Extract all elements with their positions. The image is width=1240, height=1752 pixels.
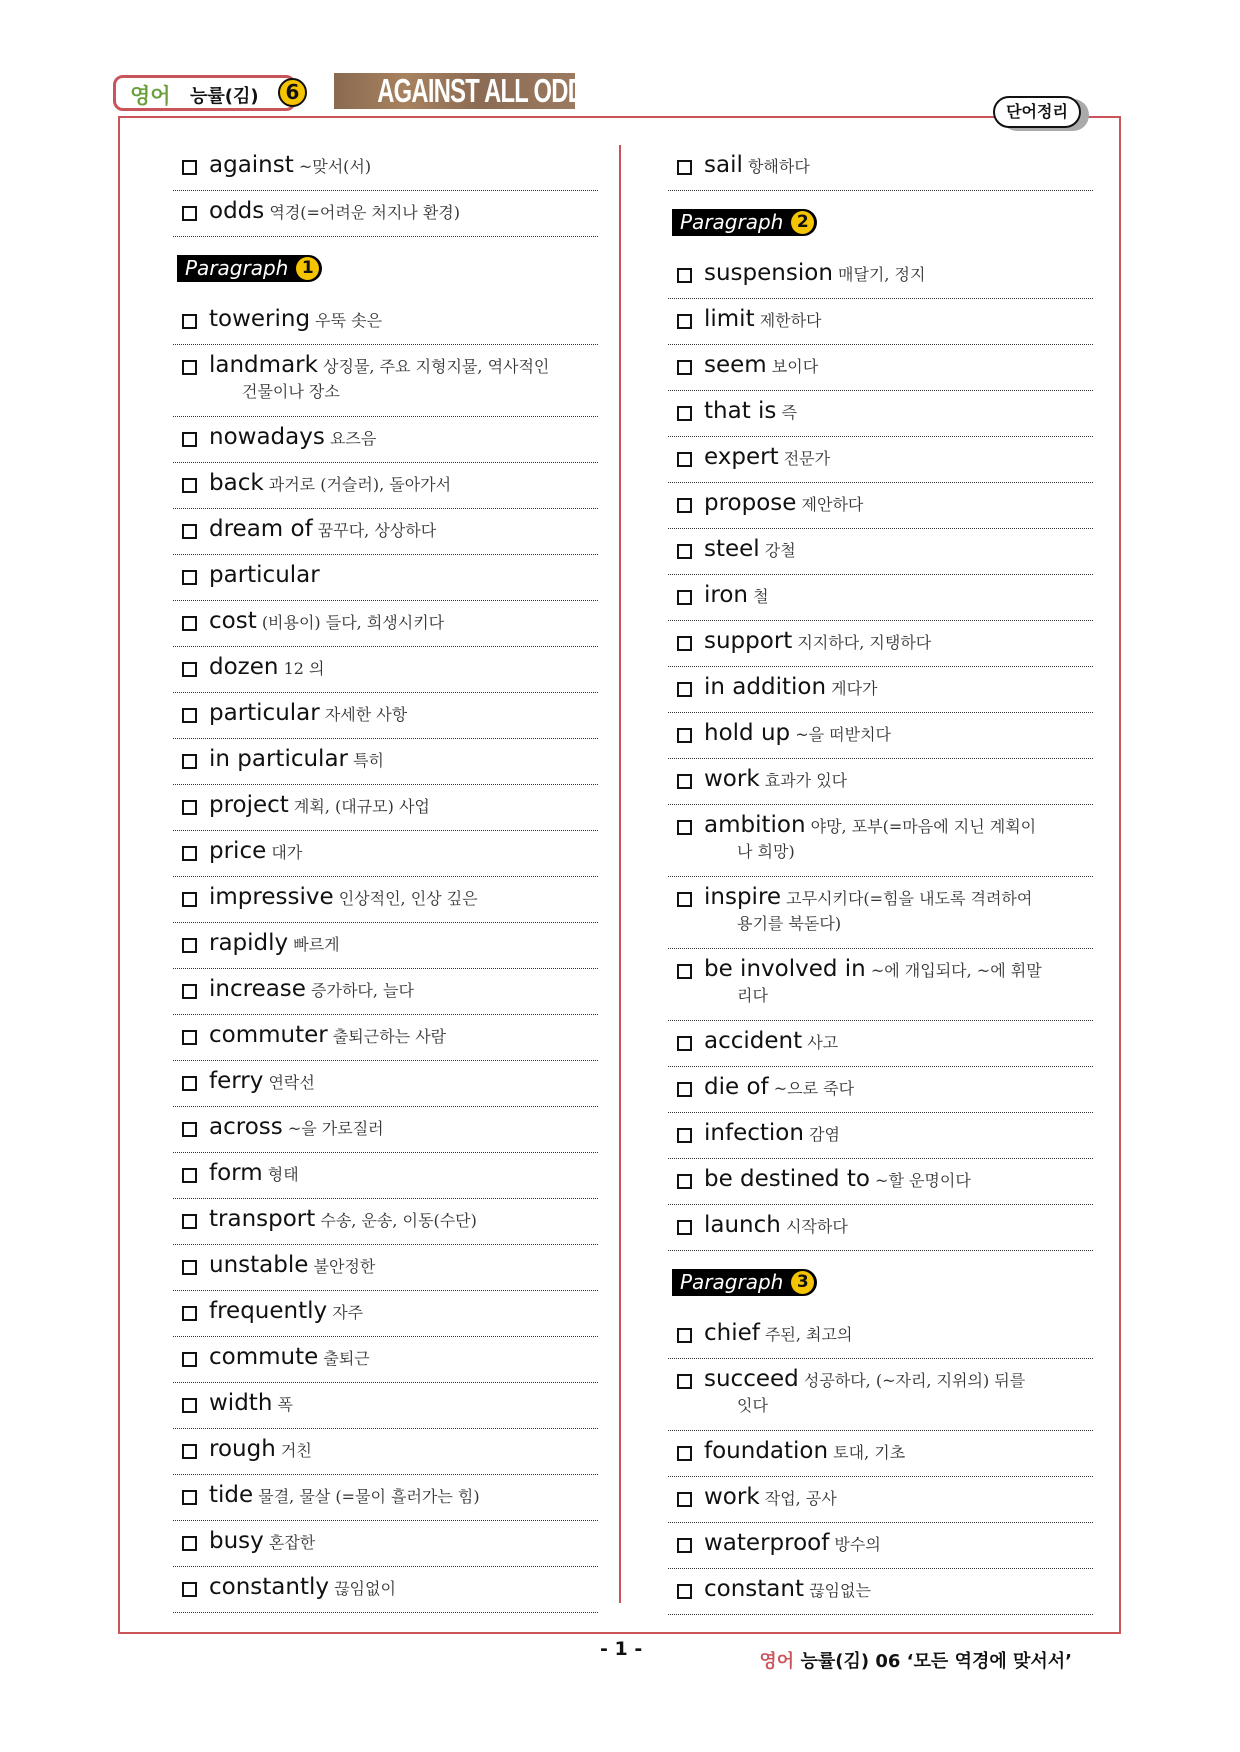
vocab-item <box>173 299 598 345</box>
paragraph-badge <box>672 209 817 236</box>
checkbox[interactable] <box>677 1128 692 1143</box>
checkbox[interactable] <box>182 314 197 329</box>
checkbox[interactable] <box>182 524 197 539</box>
vocab-meaning-continued: 리다 <box>737 986 768 1005</box>
vocab-item <box>173 1291 598 1337</box>
checkbox[interactable] <box>182 206 197 221</box>
vocab-meaning: 12 의 <box>283 659 325 678</box>
vocab-item <box>173 1475 598 1521</box>
vocab-meaning: 주된, 최고의 <box>764 1325 853 1344</box>
vocab-word: width <box>209 1390 273 1416</box>
vocab-item <box>173 693 598 739</box>
vocab-meaning: 거친 <box>280 1441 312 1460</box>
vocab-word: dream of <box>209 516 313 542</box>
paragraph-header <box>668 1251 1093 1313</box>
vocab-meaning: 상징물, 주요 지형지물, 역사적인 <box>323 357 550 376</box>
vocab-meaning: ~할 운명이다 <box>875 1171 971 1190</box>
vocab-word: transport <box>209 1206 316 1232</box>
paragraph-number: 1 <box>296 257 319 280</box>
checkbox[interactable] <box>182 892 197 907</box>
vocab-meaning: 매달기, 정지 <box>838 265 926 284</box>
vocab-word: ferry <box>209 1068 264 1094</box>
vocab-item <box>173 969 598 1015</box>
vocab-word: increase <box>209 976 306 1002</box>
vocab-word: across <box>209 1114 283 1140</box>
vocab-word: succeed <box>704 1366 799 1392</box>
checkbox[interactable] <box>677 1538 692 1553</box>
checkbox[interactable] <box>182 360 197 375</box>
paragraph-header <box>173 237 598 299</box>
vocab-meaning: ~을 가로질러 <box>287 1119 384 1138</box>
checkbox[interactable] <box>182 1398 197 1413</box>
footer-title <box>759 1647 1072 1673</box>
vocab-word: foundation <box>704 1438 829 1464</box>
footer-text: 능률(김) 06 ‘모든 역경에 맞서서’ <box>800 1651 1072 1672</box>
vocab-meaning: 불안정한 <box>313 1257 376 1276</box>
vocab-meaning: 보이다 <box>771 357 819 376</box>
vocab-meaning: 시작하다 <box>785 1217 848 1236</box>
vocab-item <box>668 575 1093 621</box>
vocab-word: dozen <box>209 654 279 680</box>
section-tab: 단어정리 <box>993 96 1081 128</box>
vocab-meaning: 형태 <box>267 1165 299 1184</box>
vocab-item <box>668 483 1093 529</box>
vocab-meaning: 출퇴근하는 사람 <box>332 1027 447 1046</box>
vocab-item <box>173 1567 598 1613</box>
lesson-title: AGAINST ALL ODDS <box>377 72 600 109</box>
vocab-item <box>173 1153 598 1199</box>
vocab-word: in particular <box>209 746 348 772</box>
checkbox[interactable] <box>182 160 197 175</box>
vocab-meaning: 과거로 (거슬러), 돌아가서 <box>268 475 452 494</box>
vocab-item <box>173 601 598 647</box>
vocab-word: work <box>704 1484 760 1510</box>
checkbox[interactable] <box>677 406 692 421</box>
vocab-item <box>668 1359 1093 1431</box>
vocab-word: sail <box>704 152 743 178</box>
vocab-item <box>668 949 1093 1021</box>
checkbox[interactable] <box>182 984 197 999</box>
vocab-meaning: ~에 개입되다, ~에 휘말 <box>870 961 1042 980</box>
vocab-meaning-continued: 용기를 북돋다) <box>737 914 842 933</box>
subject-label: 영어 <box>130 84 171 108</box>
checkbox[interactable] <box>677 498 692 513</box>
vocab-meaning: 혼잡한 <box>268 1533 316 1552</box>
lesson-number-badge: 6 <box>278 78 307 107</box>
vocab-word: suspension <box>704 260 833 286</box>
page-number: - 1 - <box>600 1638 643 1660</box>
vocab-item <box>668 1523 1093 1569</box>
checkbox[interactable] <box>677 1328 692 1343</box>
vocab-item <box>173 1245 598 1291</box>
checkbox[interactable] <box>677 728 692 743</box>
vocab-meaning: 우뚝 솟은 <box>315 311 383 330</box>
vocab-meaning-continued: 잇다 <box>737 1396 768 1415</box>
left-column <box>173 145 598 1613</box>
vocab-meaning: 끊임없이 <box>334 1579 396 1598</box>
vocab-meaning: 수송, 운송, 이동(수단) <box>320 1211 477 1230</box>
vocab-word: form <box>209 1160 263 1186</box>
vocab-word: iron <box>704 582 748 608</box>
vocab-meaning: 야망, 포부(=마음에 지닌 계획이 <box>810 817 1037 836</box>
checkbox[interactable] <box>677 1082 692 1097</box>
vocab-meaning: 성공하다, (~자리, 지위의) 뒤를 <box>803 1371 1026 1390</box>
vocab-word: tide <box>209 1482 254 1508</box>
vocab-item <box>668 299 1093 345</box>
vocab-word: waterproof <box>704 1530 830 1556</box>
vocab-meaning: 즉 <box>781 403 797 422</box>
vocab-meaning: 방수의 <box>834 1535 881 1554</box>
checkbox[interactable] <box>677 820 692 835</box>
vocab-meaning: 항해하다 <box>747 157 810 176</box>
vocab-meaning: 증가하다, 늘다 <box>311 981 414 1000</box>
vocab-meaning: 물결, 물살 (=물이 흘러가는 힘) <box>258 1487 480 1506</box>
vocab-item <box>668 1067 1093 1113</box>
vocab-item <box>668 805 1093 877</box>
checkbox[interactable] <box>182 1444 197 1459</box>
checkbox[interactable] <box>182 1582 197 1597</box>
vocab-word: project <box>209 792 289 818</box>
vocab-item <box>173 1429 598 1475</box>
checkbox[interactable] <box>677 452 692 467</box>
vocab-word: in addition <box>704 674 827 700</box>
vocab-meaning: 게다가 <box>831 679 878 698</box>
vocab-meaning: 요즈음 <box>329 429 377 448</box>
vocab-word: nowadays <box>209 424 325 450</box>
vocab-word: constant <box>704 1576 804 1602</box>
vocab-word: back <box>209 470 264 496</box>
checkbox[interactable] <box>182 1076 197 1091</box>
checkbox[interactable] <box>182 1030 197 1045</box>
checkbox[interactable] <box>677 892 692 907</box>
vocab-word: support <box>704 628 793 654</box>
checkbox[interactable] <box>182 1306 197 1321</box>
checkbox[interactable] <box>677 590 692 605</box>
vocab-meaning: 고무시키다(=힘을 내도록 격려하여 <box>786 889 1033 908</box>
vocab-word: unstable <box>209 1252 309 1278</box>
vocab-item <box>668 1113 1093 1159</box>
checkbox[interactable] <box>182 616 197 631</box>
vocab-item <box>668 1313 1093 1359</box>
vocab-meaning: 지지하다, 지탱하다 <box>797 633 932 652</box>
checkbox[interactable] <box>677 1584 692 1599</box>
vocab-word: commuter <box>209 1022 328 1048</box>
vocab-item <box>173 1521 598 1567</box>
vocab-item <box>668 1159 1093 1205</box>
vocab-item <box>668 621 1093 667</box>
vocab-word: propose <box>704 490 797 516</box>
checkbox[interactable] <box>677 544 692 559</box>
checkbox[interactable] <box>182 478 197 493</box>
vocab-item <box>173 647 598 693</box>
vocab-item <box>668 1477 1093 1523</box>
vocab-item <box>173 923 598 969</box>
checkbox[interactable] <box>182 662 197 677</box>
paragraph-number: 2 <box>791 211 814 234</box>
checkbox[interactable] <box>182 1168 197 1183</box>
vocab-meaning-continued: 건물이나 장소 <box>242 382 340 401</box>
checkbox[interactable] <box>182 1214 197 1229</box>
vocab-item <box>668 391 1093 437</box>
column-divider <box>619 145 621 1603</box>
checkbox[interactable] <box>677 774 692 789</box>
vocab-word: launch <box>704 1212 781 1238</box>
vocab-word: frequently <box>209 1298 328 1324</box>
vocab-item <box>173 463 598 509</box>
vocab-meaning: 자세한 사항 <box>324 705 408 724</box>
paragraph-label: Paragraph <box>185 256 289 280</box>
vocab-meaning: 효과가 있다 <box>764 771 848 790</box>
vocab-meaning: 제한하다 <box>759 311 822 330</box>
checkbox[interactable] <box>182 1490 197 1505</box>
vocab-word: against <box>209 152 294 178</box>
vocab-meaning: 사고 <box>807 1033 839 1052</box>
vocab-word: particular <box>209 700 320 726</box>
vocab-word: busy <box>209 1528 264 1554</box>
vocab-meaning: 강철 <box>764 541 796 560</box>
vocab-item <box>173 145 598 191</box>
checkbox[interactable] <box>677 160 692 175</box>
textbook-label: 능률(김) <box>190 86 259 107</box>
paragraph-number: 3 <box>791 1271 814 1294</box>
checkbox[interactable] <box>182 800 197 815</box>
checkbox[interactable] <box>677 1492 692 1507</box>
vocab-word: rough <box>209 1436 276 1462</box>
vocab-meaning: 꿈꾸다, 상상하다 <box>317 521 437 540</box>
vocab-meaning: ~맞서(서) <box>298 157 372 176</box>
paragraph-label: Paragraph <box>680 1270 784 1294</box>
vocab-word: landmark <box>209 352 318 378</box>
vocab-item <box>668 1569 1093 1615</box>
vocab-item <box>173 1107 598 1153</box>
vocab-word: ambition <box>704 812 806 838</box>
checkbox[interactable] <box>182 754 197 769</box>
checkbox[interactable] <box>677 682 692 697</box>
vocab-meaning: 끊임없는 <box>809 1581 871 1600</box>
vocab-meaning: 철 <box>753 587 769 606</box>
vocab-word: steel <box>704 536 760 562</box>
checkbox[interactable] <box>677 1036 692 1051</box>
checkbox[interactable] <box>182 432 197 447</box>
vocab-word: impressive <box>209 884 334 910</box>
vocab-item <box>173 509 598 555</box>
vocab-meaning: 연락선 <box>268 1073 315 1092</box>
vocab-meaning: 제안하다 <box>801 495 864 514</box>
vocab-meaning: 인상적인, 인상 깊은 <box>338 889 478 908</box>
vocab-item <box>173 1199 598 1245</box>
vocab-word: particular <box>209 562 320 588</box>
lesson-title-banner <box>334 72 600 109</box>
vocab-item <box>668 713 1093 759</box>
paragraph-badge <box>177 255 322 282</box>
checkbox[interactable] <box>182 1122 197 1137</box>
vocab-word: work <box>704 766 760 792</box>
checkbox[interactable] <box>182 1352 197 1367</box>
vocab-meaning: ~으로 죽다 <box>773 1079 855 1098</box>
vocab-item <box>173 1015 598 1061</box>
vocab-item <box>668 145 1093 191</box>
vocab-item <box>668 345 1093 391</box>
vocab-word: hold up <box>704 720 791 746</box>
vocab-item <box>668 437 1093 483</box>
vocab-item <box>668 1205 1093 1251</box>
vocab-item <box>173 877 598 923</box>
checkbox[interactable] <box>182 570 197 585</box>
vocab-item <box>668 253 1093 299</box>
vocab-item <box>173 191 598 237</box>
checkbox[interactable] <box>677 1174 692 1189</box>
checkbox[interactable] <box>677 1220 692 1235</box>
vocab-word: expert <box>704 444 779 470</box>
right-column <box>668 145 1093 1615</box>
checkbox[interactable] <box>677 360 692 375</box>
vocab-item <box>173 555 598 601</box>
vocab-item <box>668 877 1093 949</box>
vocab-word: cost <box>209 608 257 634</box>
checkbox[interactable] <box>182 1260 197 1275</box>
vocab-word: limit <box>704 306 755 332</box>
vocab-item <box>173 1337 598 1383</box>
vocab-meaning: 폭 <box>277 1395 293 1414</box>
paragraph-badge <box>672 1269 817 1296</box>
vocab-word: inspire <box>704 884 782 910</box>
vocab-word: odds <box>209 198 265 224</box>
checkbox[interactable] <box>182 708 197 723</box>
vocab-word: die of <box>704 1074 769 1100</box>
footer-subject: 영어 <box>759 1651 795 1672</box>
vocab-item <box>668 1021 1093 1067</box>
vocab-meaning: 출퇴근 <box>323 1349 370 1368</box>
vocab-item <box>668 529 1093 575</box>
vocab-meaning: 작업, 공사 <box>764 1489 837 1508</box>
vocab-item <box>173 831 598 877</box>
vocab-item <box>668 759 1093 805</box>
vocab-word: infection <box>704 1120 804 1146</box>
vocab-word: seem <box>704 352 767 378</box>
vocab-meaning-continued: 나 희망) <box>737 842 795 861</box>
vocab-item <box>173 1383 598 1429</box>
checkbox[interactable] <box>677 636 692 651</box>
vocab-word: towering <box>209 306 311 332</box>
vocab-item <box>668 667 1093 713</box>
vocab-word: chief <box>704 1320 760 1346</box>
checkbox[interactable] <box>182 1536 197 1551</box>
vocab-item <box>173 417 598 463</box>
vocab-meaning: 자주 <box>332 1303 364 1322</box>
vocab-meaning: 빠르게 <box>293 935 340 954</box>
paragraph-label: Paragraph <box>680 210 784 234</box>
vocab-word: price <box>209 838 267 864</box>
vocab-item <box>668 1431 1093 1477</box>
paragraph-header <box>668 191 1093 253</box>
vocab-meaning: 감염 <box>809 1125 840 1144</box>
vocab-word: be involved in <box>704 956 866 982</box>
checkbox[interactable] <box>182 846 197 861</box>
vocab-word: rapidly <box>209 930 289 956</box>
checkbox[interactable] <box>677 268 692 283</box>
vocab-meaning: ~을 떠받치다 <box>795 725 892 744</box>
vocab-meaning: 전문가 <box>783 449 831 468</box>
vocab-word: accident <box>704 1028 803 1054</box>
checkbox[interactable] <box>677 314 692 329</box>
checkbox[interactable] <box>677 1374 692 1389</box>
checkbox[interactable] <box>677 1446 692 1461</box>
vocab-meaning: 대가 <box>271 843 303 862</box>
checkbox[interactable] <box>182 938 197 953</box>
vocab-meaning: 역경(=어려운 처지나 환경) <box>269 203 460 222</box>
vocab-meaning: 계획, (대규모) 사업 <box>293 797 430 816</box>
vocab-meaning: 특히 <box>353 751 385 770</box>
vocab-word: commute <box>209 1344 319 1370</box>
vocab-meaning: (비용이) 들다, 희생시키다 <box>261 613 445 632</box>
vocab-word: be destined to <box>704 1166 870 1192</box>
vocab-item <box>173 785 598 831</box>
vocab-item <box>173 739 598 785</box>
vocab-item <box>173 345 598 417</box>
vocab-item <box>173 1061 598 1107</box>
checkbox[interactable] <box>677 964 692 979</box>
vocab-meaning: 토대, 기초 <box>833 1443 906 1462</box>
vocab-word: constantly <box>209 1574 329 1600</box>
vocab-word: that is <box>704 398 777 424</box>
